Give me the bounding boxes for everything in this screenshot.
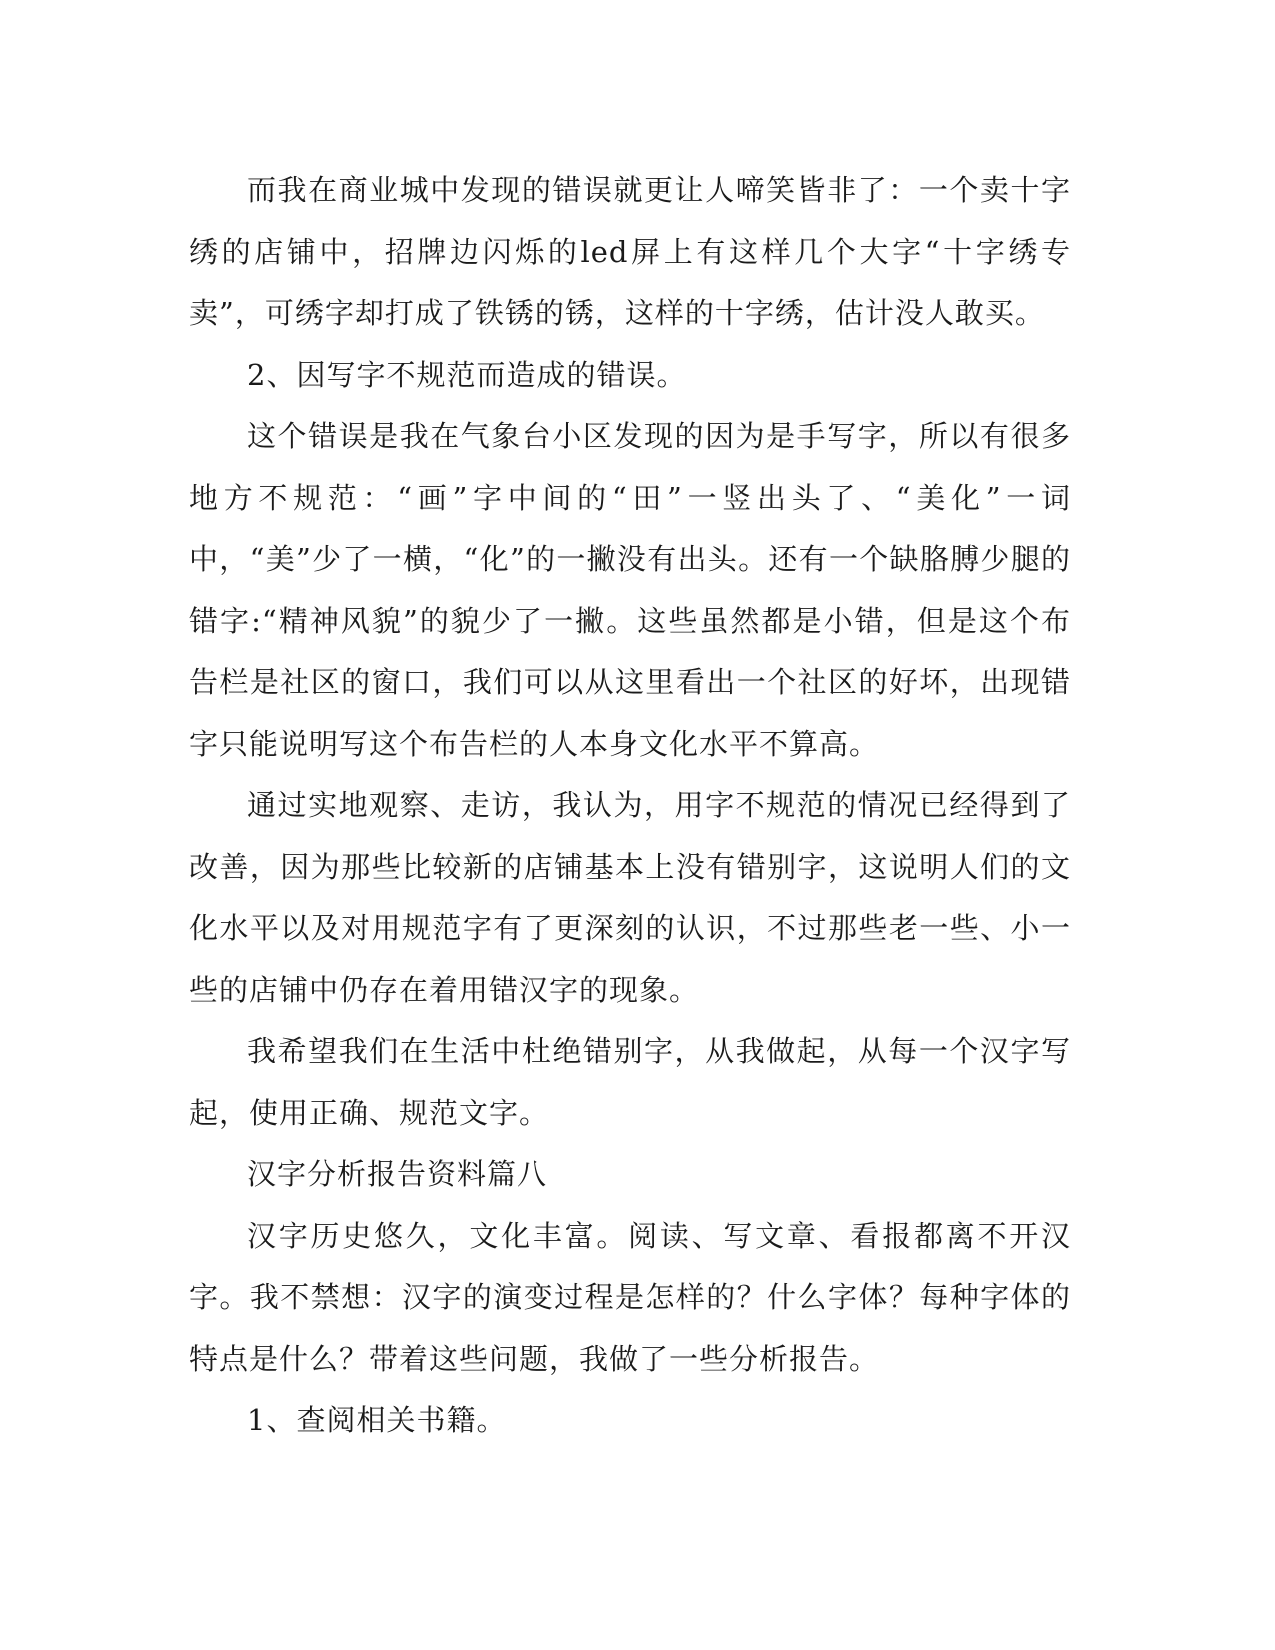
document-body xyxy=(189,160,1071,1452)
paragraph: 而我在商业城中发现的错误就更让人啼笑皆非了：一个卖十字绣的店铺中，招牌边闪烁的led屏上有这样几个大字“十字绣专卖”，可绣字却打成了铁锈的锈，这样的十字绣，估计没人敢买。 xyxy=(189,173,1071,330)
paragraph: 汉字历史悠久，文化丰富。阅读、写文章、看报都离不开汉字。我不禁想：汉字的演变过程是怎样的？什么字体？每种字体的特点是什么？带着这些问题，我做了一些分析报告。 xyxy=(189,1218,1071,1376)
list-heading: 1、查阅相关书籍。 xyxy=(247,1403,507,1437)
paragraph: 这个错误是我在气象台小区发现的因为是手写字，所以有很多地方不规范：“画”字中间的“田”一竖出头了、“美化”一词中，“美”少了一横，“化”的一撇没有出头。还有一个缺胳膊少腿的错字:“精神风貌”的貌少了一撇。这些虽然都是小错，但是这个布告栏是社区的窗口，我们可以从这里看出一个社区的好坏，出现错字只能说明写这个布告栏的人本身文化水平不算高。 xyxy=(189,419,1071,761)
paragraph: 通过实地观察、走访，我认为，用字不规范的情况已经得到了改善，因为那些比较新的店铺基本上没有错别字，这说明人们的文化水平以及对用规范字有了更深刻的认识，不过那些老一些、小一些的店铺中仍存在着用错汉字的现象。 xyxy=(189,788,1071,1007)
list-heading: 2、因写字不规范而造成的错误。 xyxy=(247,357,687,392)
section-title: 汉字分析报告资料篇八 xyxy=(247,1157,548,1191)
paragraph: 我希望我们在生活中杜绝错别字，从我做起，从每一个汉字写起，使用正确、规范文字。 xyxy=(189,1034,1071,1130)
